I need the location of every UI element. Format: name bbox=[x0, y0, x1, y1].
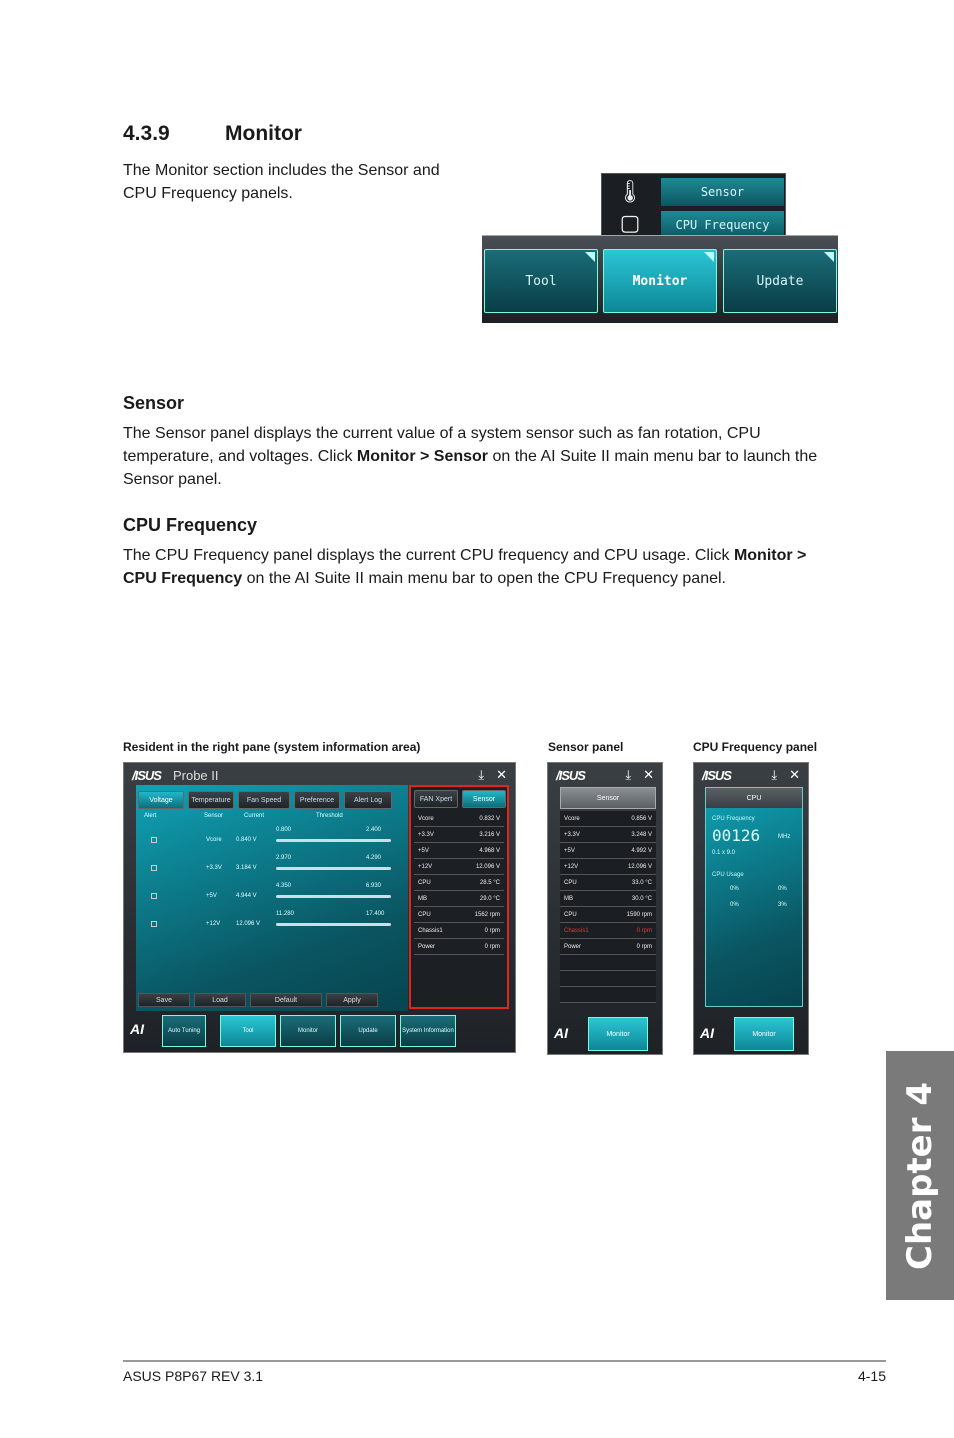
minimize-icon[interactable]: ⤓ bbox=[771, 767, 778, 782]
cpu-usage-core2: 0% bbox=[778, 886, 787, 892]
tool-button[interactable]: Tool bbox=[484, 249, 598, 313]
list-item: Chassis1 0 rpm bbox=[414, 923, 504, 939]
close-icon[interactable]: ✕ bbox=[643, 767, 654, 782]
section-title: Monitor bbox=[225, 122, 302, 145]
sensor-panel-header: Sensor bbox=[560, 787, 656, 809]
tab-voltage[interactable]: Voltage bbox=[138, 791, 184, 809]
list-item: MB 30.0 °C bbox=[560, 891, 656, 907]
monitor-button[interactable]: Monitor bbox=[603, 249, 717, 313]
threshold-slider[interactable] bbox=[276, 923, 391, 926]
load-button[interactable]: Load bbox=[194, 993, 246, 1007]
right-pane-highlight bbox=[409, 785, 509, 1009]
cpu-usage-label: CPU Usage bbox=[712, 872, 744, 878]
ai-suite-logo: AI bbox=[700, 1025, 714, 1041]
cpu-frequency-unit: MHz bbox=[778, 834, 791, 840]
sensor-panel-list bbox=[560, 811, 656, 1003]
cpu-usage-core1: 0% bbox=[730, 886, 739, 892]
auto-tuning-button[interactable]: Auto Tuning bbox=[162, 1015, 206, 1047]
footer-product: ASUS P8P67 REV 3.1 bbox=[123, 1368, 264, 1384]
dock-update-button[interactable]: Update bbox=[340, 1015, 396, 1047]
minimize-icon[interactable]: ⤓ bbox=[478, 767, 485, 782]
alert-checkbox[interactable] bbox=[151, 865, 157, 871]
threshold-slider[interactable] bbox=[276, 839, 391, 842]
submenu-cpu-frequency[interactable]: CPU Frequency bbox=[661, 211, 784, 239]
close-icon[interactable]: ✕ bbox=[496, 767, 507, 782]
list-item: Power 0 rpm bbox=[560, 939, 656, 955]
intro-text: The Monitor section includes the Sensor and CPU Frequency panels. bbox=[123, 162, 440, 202]
close-icon[interactable]: ✕ bbox=[789, 767, 800, 782]
dock-monitor-button[interactable]: Monitor bbox=[280, 1015, 336, 1047]
cpu-usage-core4: 3% bbox=[778, 902, 787, 908]
cpu-frequency-value: 00126 bbox=[712, 826, 761, 845]
sensor-panel-monitor-button[interactable]: Monitor bbox=[588, 1017, 648, 1051]
sensor-panel-window bbox=[547, 762, 663, 1055]
alert-checkbox[interactable] bbox=[151, 921, 157, 927]
list-item: CPU 1562 rpm bbox=[414, 907, 504, 923]
monitor-submenu bbox=[601, 173, 786, 240]
default-button[interactable]: Default bbox=[250, 993, 322, 1007]
ai-suite-logo: AI bbox=[130, 1021, 144, 1037]
col-threshold: Threshold bbox=[316, 813, 343, 819]
save-button[interactable]: Save bbox=[138, 993, 190, 1007]
asus-logo: /ISUS bbox=[132, 767, 161, 783]
threshold-slider[interactable] bbox=[276, 867, 391, 870]
asus-logo: /ISUS bbox=[702, 767, 731, 783]
list-item: MB 29.0 °C bbox=[414, 891, 504, 907]
cpu-panel-header: CPU bbox=[706, 788, 802, 808]
list-item: CPU 33.0 °C bbox=[560, 875, 656, 891]
alert-checkbox[interactable] bbox=[151, 837, 157, 843]
probe-main-pane: Voltage Temperature Fan Speed Preference Alert Log Alert Sensor Current Threshold Vcore 0.840 V 0.800 2.400 +3.3V 3.184 V 2.970 4.290 +5V 4.944 V 4.350 6.930 +12V 12.096 V 11.280 17.400 Save Load Default Apply bbox=[136, 785, 408, 1011]
list-item: +5V 4.992 V bbox=[560, 843, 656, 859]
list-item: Chassis1 0 rpm bbox=[560, 923, 656, 939]
asus-logo: /ISUS bbox=[556, 767, 585, 783]
col-current: Current bbox=[244, 813, 265, 819]
cpu-frequency-icon: ▢ bbox=[619, 210, 641, 235]
cpu-panel-screen bbox=[705, 787, 803, 1007]
col-sensor: Sensor bbox=[204, 813, 224, 819]
sensor-text: The Sensor panel displays the current value of a system sensor such as fan rotation, CPU temperature, and voltages. Click Monitor > Sensor on the AI Suite II main menu bar to launch the Sensor panel. bbox=[123, 425, 818, 488]
list-item: Vcore 0.856 V bbox=[560, 811, 656, 827]
cpu-frequency-label: CPU Frequency bbox=[712, 816, 755, 822]
page-number: 4-15 bbox=[857, 1368, 886, 1384]
tab-sensor[interactable]: Sensor bbox=[462, 790, 506, 808]
alert-checkbox[interactable] bbox=[151, 893, 157, 899]
apply-button[interactable]: Apply bbox=[326, 993, 378, 1007]
cpu-usage-core3: 0% bbox=[730, 902, 739, 908]
probe-title: Probe II bbox=[172, 767, 219, 783]
list-item: +12V 12.096 V bbox=[414, 859, 504, 875]
cpu-frequency-text: The CPU Frequency panel displays the current CPU frequency and CPU usage. Click Monitor > CPU Frequency on the AI Suite II main menu bar to open the CPU Frequency panel. bbox=[123, 547, 807, 587]
caption-cpu-panel: CPU Frequency panel bbox=[693, 740, 818, 754]
cpu-frequency-heading: CPU Frequency bbox=[123, 515, 258, 535]
sensor-heading: Sensor bbox=[123, 393, 185, 413]
tab-fan-speed[interactable]: Fan Speed bbox=[238, 791, 290, 809]
cpu-panel-window bbox=[693, 762, 809, 1055]
sensor-list bbox=[414, 811, 504, 955]
list-item: +12V 12.096 V bbox=[560, 859, 656, 875]
list-item: +3.3V 3.216 V bbox=[414, 827, 504, 843]
section-number: 4.3.9 bbox=[123, 122, 170, 145]
caption-resident: Resident in the right pane (system information area) bbox=[123, 740, 421, 754]
thermometer-icon: 🌡 bbox=[616, 179, 644, 204]
list-item: Vcore 0.832 V bbox=[414, 811, 504, 827]
tab-preference[interactable]: Preference bbox=[294, 791, 340, 809]
tab-temperature[interactable]: Temperature bbox=[188, 791, 234, 809]
dock-tool-button[interactable]: Tool bbox=[220, 1015, 276, 1047]
list-item: Power 0 rpm bbox=[414, 939, 504, 955]
col-alert: Alert bbox=[144, 813, 157, 819]
caption-sensor-panel: Sensor panel bbox=[548, 740, 624, 754]
threshold-slider[interactable] bbox=[276, 895, 391, 898]
cpu-ratio: 0.1 x 9.0 bbox=[712, 850, 736, 856]
tab-alert-log[interactable]: Alert Log bbox=[344, 791, 392, 809]
tab-fan-xpert[interactable]: FAN Xpert bbox=[414, 790, 458, 808]
dock-system-info-button[interactable]: System Information bbox=[400, 1015, 456, 1047]
cpu-panel-monitor-button[interactable]: Monitor bbox=[734, 1017, 794, 1051]
ai-suite-logo: AI bbox=[554, 1025, 568, 1041]
list-item: +5V 4.968 V bbox=[414, 843, 504, 859]
update-button[interactable]: Update bbox=[723, 249, 837, 313]
list-item: CPU 1590 rpm bbox=[560, 907, 656, 923]
submenu-sensor[interactable]: Sensor bbox=[661, 178, 784, 206]
minimize-icon[interactable]: ⤓ bbox=[625, 767, 632, 782]
list-item: CPU 28.5 °C bbox=[414, 875, 504, 891]
chapter-tab: Chapter 4 bbox=[886, 1051, 954, 1300]
footer-divider bbox=[123, 1360, 886, 1362]
list-item: +3.3V 3.248 V bbox=[560, 827, 656, 843]
probe-window bbox=[123, 762, 516, 1053]
monitor-menu-graphic bbox=[482, 173, 838, 323]
